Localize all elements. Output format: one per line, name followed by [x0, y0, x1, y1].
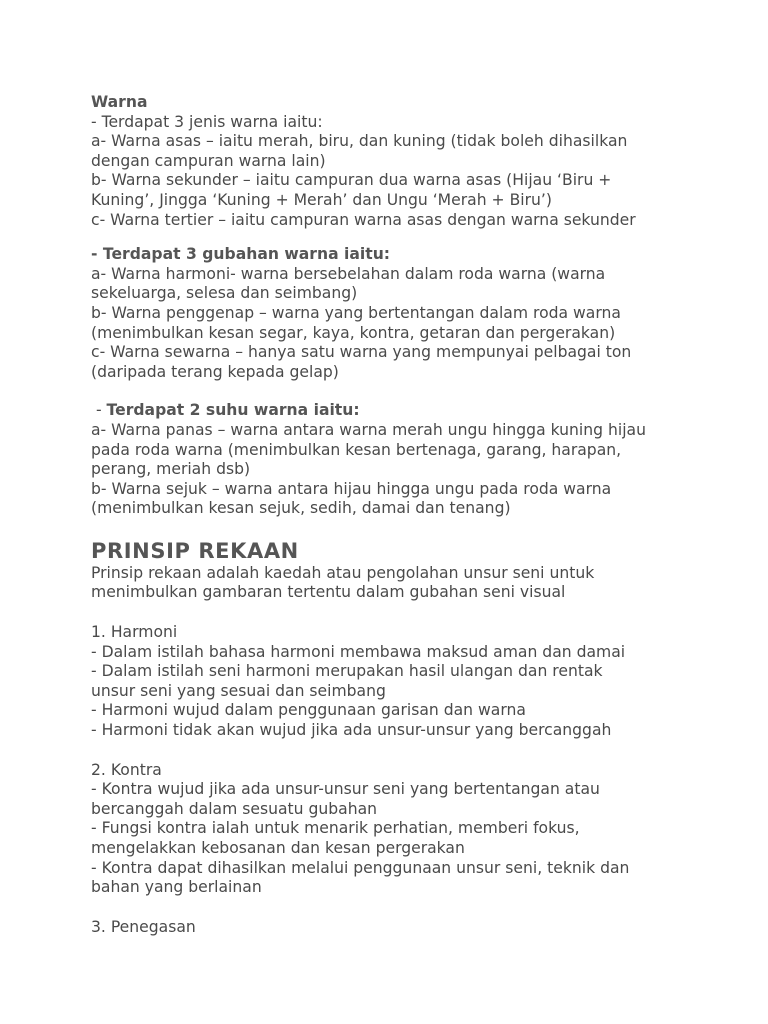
suhu-line: perang, meriah dsb): [91, 460, 251, 479]
spacer: [91, 741, 691, 761]
kontra-line: bahan yang berlainan: [91, 878, 262, 897]
kontra-title: 2. Kontra: [91, 760, 162, 779]
suhu-line: pada roda warna (menimbulkan kesan bertenaga, garang, harapan,: [91, 440, 622, 459]
harmoni-line: - Dalam istilah seni harmoni merupakan hasil ulangan dan rentak: [91, 662, 603, 681]
jenis-line: a- Warna asas – iaitu merah, biru, dan kuning (tidak boleh dihasilkan: [91, 132, 628, 151]
gubahan-line: sekeluarga, selesa dan seimbang): [91, 284, 358, 303]
document-page: [91, 93, 691, 937]
suhu-intro-bold: Terdapat 2 suhu warna iaitu:: [106, 401, 360, 420]
harmoni-title: 1. Harmoni: [91, 623, 178, 642]
harmoni-line: - Dalam istilah bahasa harmoni membawa maksud aman dan damai: [91, 642, 626, 661]
prinsip-intro-line: menimbulkan gambaran tertentu dalam gubahan seni visual: [91, 583, 566, 602]
jenis-line: b- Warna sekunder – iaitu campuran dua warna asas (Hijau ‘Biru +: [91, 171, 612, 190]
spacer: [91, 382, 691, 401]
suhu-line: a- Warna panas – warna antara warna merah ungu hingga kuning hijau: [91, 420, 646, 439]
kontra-line: - Kontra wujud jika ada unsur-unsur seni yang bertentangan atau: [91, 780, 600, 799]
jenis-line: Kuning’, Jingga ‘Kuning + Merah’ dan Ungu ‘Merah + Biru’): [91, 190, 552, 209]
harmoni-line: - Harmoni wujud dalam penggunaan garisan dan warna: [91, 701, 526, 720]
spacer: [91, 230, 691, 245]
prinsip-intro-line: Prinsip rekaan adalah kaedah atau pengolahan unsur seni untuk: [91, 563, 595, 582]
kontra-line: - Fungsi kontra ialah untuk menarik perhatian, memberi fokus,: [91, 819, 580, 838]
harmoni-line: - Harmoni tidak akan wujud jika ada unsur-unsur yang bercanggah: [91, 721, 612, 740]
gubahan-line: (menimbulkan kesan segar, kaya, kontra, getaran dan pergerakan): [91, 323, 616, 342]
spacer: [91, 898, 691, 918]
gubahan-intro: - Terdapat 3 gubahan warna iaitu:: [91, 245, 391, 264]
prinsip-heading: PRINSIP REKAAN: [91, 538, 299, 563]
spacer: [91, 519, 691, 538]
suhu-line: b- Warna sejuk – warna antara hijau hingga ungu pada roda warna: [91, 479, 612, 498]
gubahan-line: b- Warna penggenap – warna yang bertentangan dalam roda warna: [91, 303, 621, 322]
suhu-intro: [91, 401, 691, 421]
kontra-line: mengelakkan kebosanan dan kesan pergerakan: [91, 839, 465, 857]
gubahan-line: c- Warna sewarna – hanya satu warna yang mempunyai pelbagai ton: [91, 343, 632, 362]
suhu-intro-prefix: -: [91, 401, 107, 420]
jenis-line: c- Warna tertier – iaitu campuran warna asas dengan warna sekunder: [91, 210, 636, 229]
jenis-line: dengan campuran warna lain): [91, 151, 326, 170]
gubahan-line: (daripada terang kepada gelap): [91, 362, 339, 381]
section-title-warna: Warna: [91, 93, 148, 111]
jenis-intro: - Terdapat 3 jenis warna iaitu:: [91, 112, 323, 131]
harmoni-line: unsur seni yang sesuai dan seimbang: [91, 681, 386, 700]
suhu-line: (menimbulkan kesan sejuk, sedih, damai dan tenang): [91, 499, 511, 518]
penegasan-title: 3. Penegasan: [91, 917, 196, 936]
kontra-line: - Kontra dapat dihasilkan melalui penggunaan unsur seni, teknik dan: [91, 858, 630, 877]
gubahan-line: a- Warna harmoni- warna bersebelahan dalam roda warna (warna: [91, 264, 606, 283]
kontra-line: bercanggah dalam sesuatu gubahan: [91, 799, 378, 818]
spacer: [91, 603, 691, 623]
